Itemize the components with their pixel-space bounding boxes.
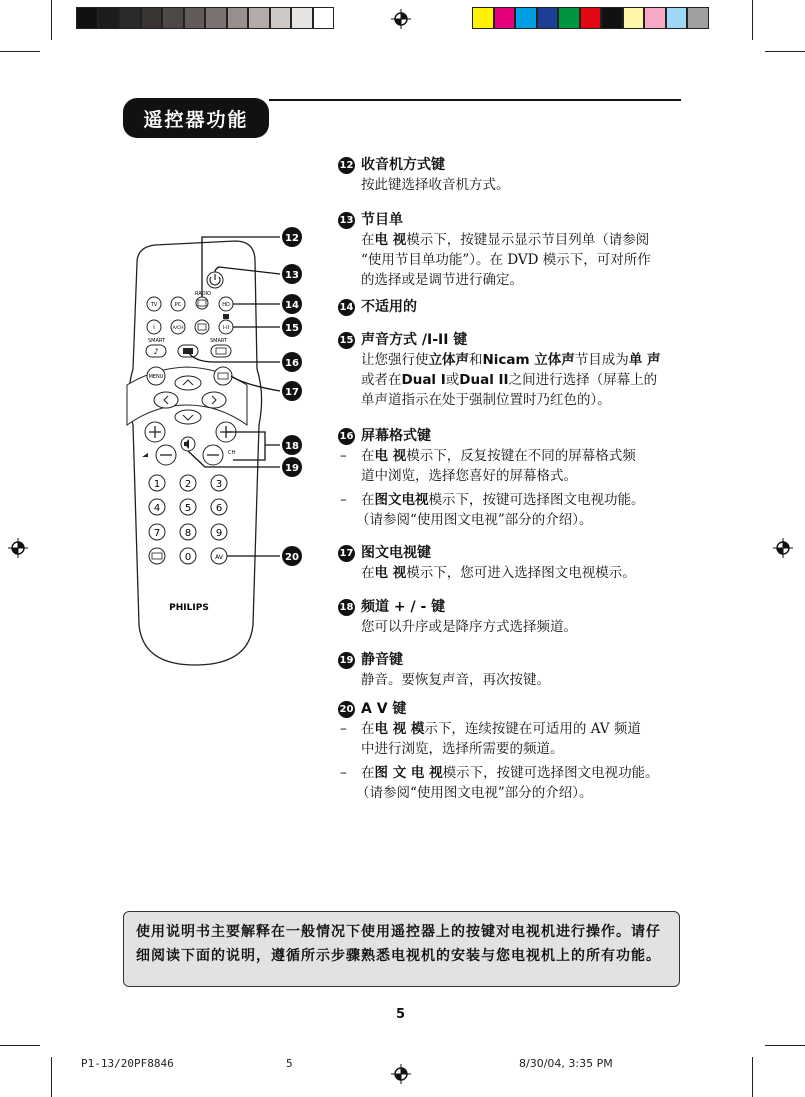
color-calibration-bar [472,7,709,29]
section-title: 屏幕格式键 [361,428,431,444]
svg-text:3: 3 [215,479,223,490]
section-title: 不适用的 [361,299,417,315]
callout-14 [282,294,302,314]
digit-1-button[interactable] [149,475,165,491]
digit-3-button[interactable] [211,475,227,491]
svg-text:I-II: I-II [222,325,230,331]
section-number-badge: 17 [338,545,355,562]
section-title: 静音键 [361,652,403,668]
nav-left-button[interactable] [154,392,178,408]
bullet-item: – 在图文电视模示下，按键可选择图文电视功能。 [340,492,645,508]
section-number-badge: 19 [338,652,355,669]
radio-label: RADIO [195,291,211,297]
digit-4-button[interactable] [149,499,165,515]
bullet-item-continuation: 中进行浏览，选择所需要的频道。 [361,741,564,757]
hd-button[interactable] [219,297,233,311]
teletext-button[interactable] [214,367,232,385]
footer-page: 5 [286,1057,293,1070]
section-13 [338,210,698,290]
calibration-swatch [313,7,335,29]
calibration-swatch [623,7,645,29]
bullet-item-continuation: （请参阅“使用图文电视”部分的介绍）。 [356,512,593,528]
digit-9-button[interactable] [211,524,227,540]
av-button[interactable] [211,548,227,564]
section-title: A V 键 [361,701,407,717]
digit-7-button[interactable] [149,524,165,540]
svg-text:♪: ♪ [153,347,159,356]
section-20 [338,699,698,803]
section-number-badge: 16 [338,428,355,445]
digit-8-button[interactable] [180,524,196,540]
gray-calibration-bar [76,7,334,29]
remote-control-illustration [115,225,310,685]
section-14 [338,297,698,317]
svg-text:2: 2 [184,479,192,490]
section-text: 或者在Dual I或Dual II之间进行选择（屏幕上的 [361,372,658,388]
calibration-swatch [644,7,666,29]
mute-button[interactable] [181,437,195,451]
footer-file-name: P1-13/20PF8846 [81,1057,174,1070]
svg-text:9: 9 [215,528,223,539]
svg-text:0: 0 [184,552,192,563]
section-text: 让您强行使立体声和Nicam 立体声节目成为单 声 [361,352,661,368]
crop-mark [765,1045,805,1046]
calibration-swatch [494,7,516,29]
callout-19 [282,457,302,477]
section-title: 收音机方式键 [361,157,445,173]
channel-down-button[interactable] [203,445,223,465]
svg-text:12: 12 [285,233,299,244]
digit-0-button[interactable] [180,548,196,564]
pc-button[interactable] [171,297,185,311]
page-title: 遥控器功能 [123,98,269,138]
svg-text:i: i [153,324,155,331]
digit-5-button[interactable] [180,499,196,515]
bullet-item-continuation: （请参阅“使用图文电视”部分的介绍）。 [356,785,593,801]
svg-text:7: 7 [153,528,161,539]
program-list-button[interactable] [195,320,209,334]
nav-right-button[interactable] [202,392,226,408]
usage-note-box: 使用说明书主要解释在一般情况下使用遥控器上的按键对电视机进行操作。请仔细阅读下面的说明，遵循所示步骤熟悉电视机的安装与您电视机上的所有功能。 [123,911,680,987]
section-18 [338,597,698,637]
menu-label: MENU [148,374,164,380]
pc-label: PC [174,302,182,308]
ach-button[interactable] [171,320,185,334]
calibration-swatch [98,7,120,29]
crop-mark [51,1057,52,1097]
registration-mark-icon [391,1064,411,1084]
calibration-swatch [666,7,688,29]
calibration-swatch [515,7,537,29]
calibration-swatch [580,7,602,29]
svg-text:AV: AV [215,554,223,561]
section-15 [338,330,698,410]
smart-picture-label: SMART [210,338,228,344]
callout-20 [282,546,302,566]
callout-17 [282,381,302,401]
calibration-swatch [537,7,559,29]
callout-15 [282,317,302,337]
calibration-swatch [291,7,313,29]
tv-button[interactable] [147,297,161,311]
section-text: 您可以升序或是降序方式选择频道。 [361,619,577,635]
svg-text:19: 19 [285,463,299,474]
page-number: 5 [396,1007,406,1022]
calibration-swatch [601,7,623,29]
bullet-item-continuation: 道中浏览，选择您喜好的屏幕格式。 [361,468,577,484]
section-19 [338,650,698,690]
section-title: 图文电视键 [361,545,431,561]
section-number-badge: 15 [338,332,355,349]
section-number-badge: 14 [338,299,355,316]
svg-text:17: 17 [285,387,299,398]
section-number-badge: 20 [338,701,355,718]
calibration-swatch [558,7,580,29]
teletext-mode-button[interactable] [149,548,165,564]
crop-mark [765,51,805,52]
crop-mark [752,0,753,40]
svg-text:4: 4 [153,503,161,514]
section-text: 静音。要恢复声音，再次按键。 [361,672,550,688]
info-button[interactable] [147,320,161,334]
digit-6-button[interactable] [211,499,227,515]
calibration-swatch [141,7,163,29]
calibration-swatch [248,7,270,29]
svg-text:18: 18 [285,441,299,452]
hd-indicator-icon [223,314,229,319]
registration-mark-icon [773,538,793,558]
svg-text:15: 15 [285,323,299,334]
calibration-swatch [205,7,227,29]
section-16 [338,426,698,530]
svg-text:1: 1 [153,479,161,490]
smart-sound-button[interactable] [146,345,166,357]
svg-text:20: 20 [285,552,299,563]
svg-text:6: 6 [215,503,223,514]
radio-button[interactable] [196,297,208,309]
section-17 [338,543,698,583]
title-rule [269,99,681,101]
digit-2-button[interactable] [180,475,196,491]
crop-mark [752,1057,753,1097]
section-text: 在电 视模示下，您可进入选择图文电视模示。 [361,565,636,581]
svg-text:14: 14 [285,300,299,311]
ach-label: A/CH [172,326,184,331]
section-title: 节目单 [361,212,403,228]
section-text: “使用节目单功能”）。在 DVD 模示下，可对所作 [361,252,651,268]
section-number-badge: 12 [338,157,355,174]
volume-down-button[interactable] [156,445,176,465]
svg-text:5: 5 [184,503,192,514]
hd-label: HD [222,302,230,308]
brand-logo: PHILIPS [169,603,209,613]
crop-mark [0,1045,40,1046]
smart-picture-button[interactable] [211,345,231,357]
registration-mark-icon [391,9,411,29]
smart-sound-label: SMART [148,338,166,344]
section-number-badge: 18 [338,599,355,616]
bullet-item: – 在电 视 模示下，连续按键在可适用的 AV 频道 [340,721,641,737]
calibration-swatch [687,7,709,29]
crop-mark [0,51,40,52]
calibration-swatch [472,7,494,29]
bullet-item: – 在图 文 电 视模示下，按键可选择图文电视功能。 [340,765,659,781]
calibration-swatch [119,7,141,29]
crop-mark [51,0,52,40]
callout-13 [282,264,302,284]
calibration-swatch [270,7,292,29]
section-12 [338,155,698,195]
section-text: 按此键选择收音机方式。 [361,177,510,193]
section-number-badge: 13 [338,212,355,229]
callout-18 [282,435,302,455]
power-button[interactable] [207,272,223,288]
section-text: 的选择或是调节进行确定。 [361,272,523,288]
calibration-swatch [184,7,206,29]
calibration-swatch [76,7,98,29]
tv-label: TV [150,302,158,308]
callout-16 [282,352,302,372]
svg-text:13: 13 [285,270,299,281]
volume-up-button[interactable] [145,422,165,442]
sound-mode-button[interactable] [219,320,233,334]
calibration-swatch [227,7,249,29]
section-text: 在电 视模示下，按键显示显示节目列单（请参阅 [361,232,650,248]
section-text: 单声道指示在处于强制位置时乃红色的）。 [361,392,611,408]
bullet-item: – 在电 视模示下，反复按键在不同的屏幕格式频 [340,448,636,464]
nav-up-button[interactable] [175,376,201,390]
section-title: 频道 + / - 键 [361,599,446,615]
callout-12 [282,227,302,247]
svg-text:16: 16 [285,358,299,369]
nav-down-button[interactable] [175,410,201,424]
svg-text:8: 8 [184,528,192,539]
ch-label: CH [228,450,236,456]
footer-date: 8/30/04, 3:35 PM [519,1057,613,1070]
calibration-swatch [162,7,184,29]
section-title: 声音方式 /I-II 键 [361,332,468,348]
registration-mark-icon [8,538,28,558]
menu-button[interactable] [147,367,165,385]
